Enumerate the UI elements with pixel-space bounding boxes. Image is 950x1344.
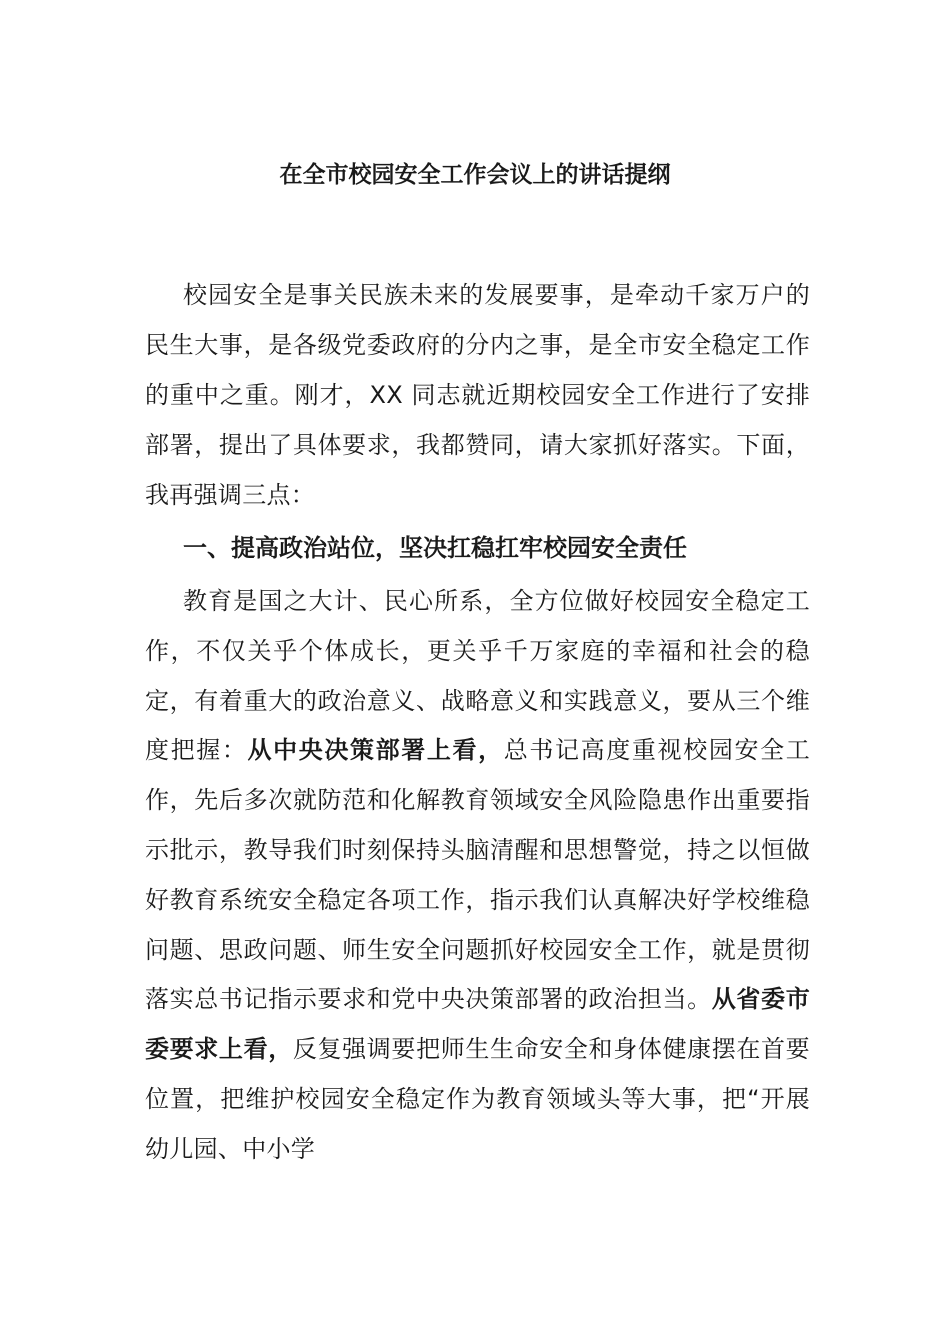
section-heading-1: 一、提高政治站位，坚决扛稳扛牢校园安全责任 [183,534,687,562]
document-body [145,270,810,1175]
bold-lead-central: 从中央决策部署上看， [247,736,504,765]
intro-paragraph: 校园安全是事关民族未来的发展要事，是牵动千家万户的民生大事，是各级党委政府的分内之事，是全市安全稳定工作的重中之重。刚才，XX 同志就近期校园安全工作进行了安排部署，提出了具体要求，我都赞同，请大家抓好落实。下面，我再强调三点： [145,281,810,509]
document-title: 在全市校园安全工作会议上的讲话提纲 [279,162,671,188]
paragraph-text: 反复强调要把师生生命安全和身体健康摆在首要位置，把维护校园安全稳定作为教育领域头等大事，把“开展幼儿园、中小学 [145,1035,810,1163]
paragraph-text: 教育是国之大计、民心所系，全方位做好校园安全稳定工作，不仅关乎个体成长，更关乎千万家庭的幸福和社会的稳定，有着重大的政治意义、战略意义和实践意义，要从三个维度把握： [145,587,810,765]
paragraph-text: 总书记高度重视校园安全工作，先后多次就防范和化解教育领域安全风险隐患作出重要指示批示，教导我们时刻保持头脑清醒和思想警觉，持之以恒做好教育系统安全稳定各项工作，指示我们认真解决好学校维稳问题、思政问题、师生安全问题抓好校园安全工作，就是贯彻落实总书记指示要求和党中央决策部署的政治担当。 [145,736,810,1014]
bold-lead-provincial: 从省委市委要求上看， [145,985,810,1064]
section-1-paragraph [145,577,810,1175]
